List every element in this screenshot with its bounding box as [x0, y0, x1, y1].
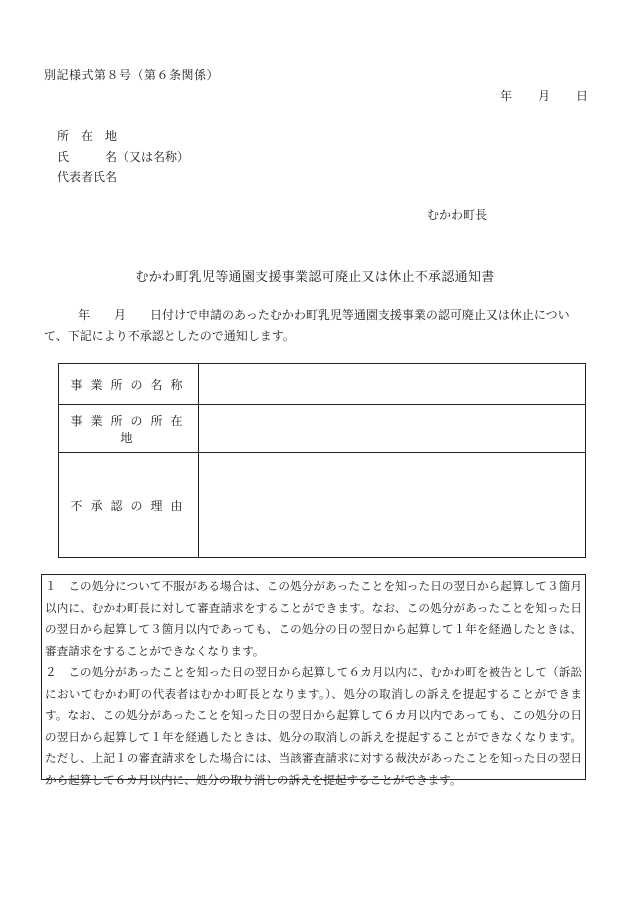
address-name-label: 氏 名（又は名称） — [57, 150, 190, 164]
address-location-label: 所 在 地 — [57, 129, 118, 143]
table-label-facility-name: 事業所の名称 — [59, 364, 199, 405]
table-row — [59, 364, 586, 405]
date-day: 日 — [576, 89, 589, 103]
info-table — [58, 363, 586, 558]
notes-box — [41, 574, 586, 787]
note-item-1: １ この処分について不服がある場合は、この処分があったことを知った日の翌日から起算して３箇月以内に、むかわ町長に対して審査請求をすることができます。なお、この処分があったことを知った日の翌日から起算して３箇月以内であっても、この処分の日の翌日から起算して１年を経過したときは、審査請求をすることができなくなります。 — [45, 579, 582, 658]
table-value-rejection-reason — [199, 453, 586, 558]
table-value-facility-name — [199, 364, 586, 405]
table-row — [59, 405, 586, 453]
date-year: 年 — [500, 89, 513, 103]
note-item-2: ２ この処分があったことを知った日の翌日から起算して６カ月以内に、むかわ町を被告として（訴訟においてむかわ町の代表者はむかわ町長となります。）、処分の取消しの訴えを提起することができます。なお、この処分があったことを知った日の翌日から起算して６カ月以内であっても、この処分の日の翌日から起算して１年を経過したときは、処分の取消しの訴えを提起することができなくなります。ただし、上記１の審査請求をした場合には、当該審査請求に対する裁決があったことを知った日の翌日から起算して６カ月以内に、処分の取り消しの訴えを提起することができます。 — [45, 665, 582, 787]
table-label-rejection-reason: 不承認の理由 — [59, 453, 199, 558]
body-paragraph: 年 月 日付けで申請のあったむかわ町乳児等通園支援事業の認可廃止又は休止について、下記により不承認としたので通知します。 — [44, 308, 570, 343]
form-number-label: 別記様式第８号（第６条関係） — [44, 68, 220, 82]
table-label-facility-address: 事業所の所在地 — [59, 405, 199, 453]
address-representative-label: 代表者氏名 — [57, 170, 118, 184]
issuer-name: むかわ町長 — [427, 208, 488, 222]
table-row — [59, 453, 586, 558]
date-month: 月 — [538, 89, 551, 103]
date-line — [500, 87, 588, 104]
table-value-facility-address — [199, 405, 586, 453]
document-title: むかわ町乳児等通園支援事業認可廃止又は休止不承認通知書 — [135, 270, 495, 285]
